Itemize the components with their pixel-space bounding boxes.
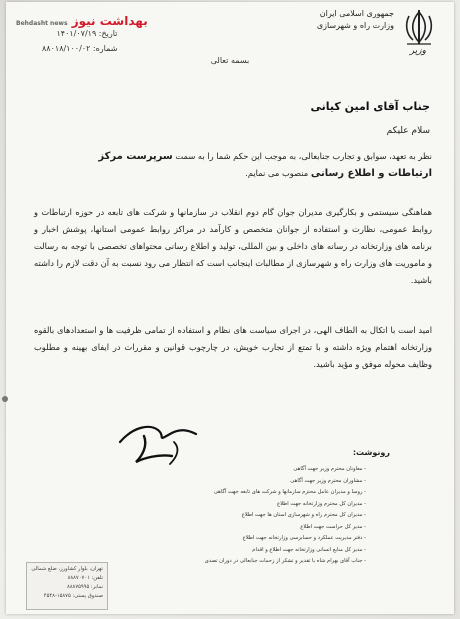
letterhead-title <box>317 8 394 32</box>
paragraph-expectations: هماهنگی سیستمی و بکارگیری مدیران جوان گام دوم انقلاب در سازمانها و شرکت های تابعه در حوزه ارتباطات و روابط عمومی، نظارت و استفاده از جوانان متخصص و کارآمد در مراکز روابط عمومی استانها، پوشش اخبار و برنامه های وزارتخانه در رسانه های داخلی و بین المللی، تولید و اطلاع رسانی محتواهای تخصصی با توجه به رسالت و ماموریت های وزارت راه و شهرسازی از مطالبات اینجانب است که انتظار می رود نسبت به آن دقت لازم را داشته باشید. <box>34 207 432 285</box>
cc-item: - جناب آقای بهرام شاه با تقدیر و تشکر از زحمات جنابعالی در دوران تصدی <box>146 556 366 568</box>
cc-item: - روسا و مدیران عامل محترم سازمانها و شرکت های تابعه جهت آگاهی <box>146 487 366 499</box>
iran-emblem-icon <box>398 6 440 48</box>
letter-meta <box>42 26 117 56</box>
appointment-closing: منصوب می نمایم. <box>245 168 309 178</box>
cc-item: - مشاوران محترم وزیر جهت آگاهی <box>146 476 366 488</box>
date-value: ۱۴۰۱/۰۷/۱۹ <box>56 29 97 38</box>
date-label: تاریخ: <box>98 29 118 38</box>
appointment-text: نظر به تعهد، سوابق و تجارب جنابعالی، به موجب این حکم شما را به سمت <box>175 151 432 161</box>
cc-item: - مدیر کل حراست جهت اطلاع <box>146 522 366 534</box>
signature-image <box>114 412 224 472</box>
number-value: ۸۸۰۱۸/۱۰۰/۰۲ <box>42 44 91 53</box>
address-line: تهران، بلوار کشاورز، ضلع شمالی <box>31 566 103 572</box>
fax-line: نمابر: ۸۸۸۷۵۹۹۵ <box>66 584 103 590</box>
recipient-salutation: جناب آقای امین کیانی <box>310 100 430 113</box>
cc-item: - معاونان محترم وزیر جهت آگاهی <box>146 464 366 476</box>
appointment-line-1 <box>34 148 432 165</box>
cc-list <box>146 464 366 568</box>
phone-line: تلفن: ۸۸۸۷۰۷۰۱ <box>67 575 103 581</box>
ministry-address-box <box>26 562 108 610</box>
cc-item: - مدیران کل محترم راه و شهرسازی استان ها جهت اطلاع <box>146 510 366 522</box>
cc-item: - دفتر مدیریت عملکرد و حسابرسی وزارتخانه جهت اطلاع <box>146 533 366 545</box>
appointment-line-2 <box>34 165 432 182</box>
letter-page <box>6 2 454 614</box>
date-row <box>42 26 117 41</box>
appointment-title-part-2: ارتباطات و اطلاع رسانی <box>310 168 432 179</box>
minister-label: وزیر <box>409 46 426 56</box>
paragraph-appointment <box>34 148 432 182</box>
page-hole-icon <box>2 396 8 402</box>
cc-item: - مدیران کل محترم وزارتخانه جهت اطلاع <box>146 499 366 511</box>
number-label: شماره: <box>92 44 118 53</box>
postal-box-line: صندوق پستی: ۱۵۸۷۵-۴۵۴۸ <box>43 593 103 599</box>
paragraph-wishes: امید است با اتکال به الطاف الهی، در اجرای سیاست های نظام و استفاده از تمامی ظرفیت ها و استعدادهای بالقوه وزارتخانه اهتمام ویژه داشته و با تمتع از تجارب خویش، در چارچوب قوانین و مقررات در ایفای بهینه و مطلوب وظایف محوله موفق و مؤید باشید. <box>34 325 432 369</box>
watermark-latin: Behdasht news <box>16 20 68 27</box>
cc-item: - مدیر کل منابع انسانی وزارتخانه جهت اطلاع و اقدام <box>146 545 366 557</box>
greeting: سلام علیکم <box>386 126 430 136</box>
number-row <box>42 41 117 56</box>
watermark-site: ﺑﻬﺪﺍﺷﺖ ﻧﯿﻮﺯ <box>71 14 148 28</box>
bismillah: بسمه تعالی <box>210 56 250 65</box>
appointment-title-part-1: سرپرست مرکز <box>98 151 173 162</box>
cc-heading: رونوشت: <box>352 448 390 457</box>
letterhead-country: جمهوری اسلامی ایران <box>319 9 394 18</box>
letterhead-ministry: وزارت راه و شهرسازی <box>316 21 394 30</box>
